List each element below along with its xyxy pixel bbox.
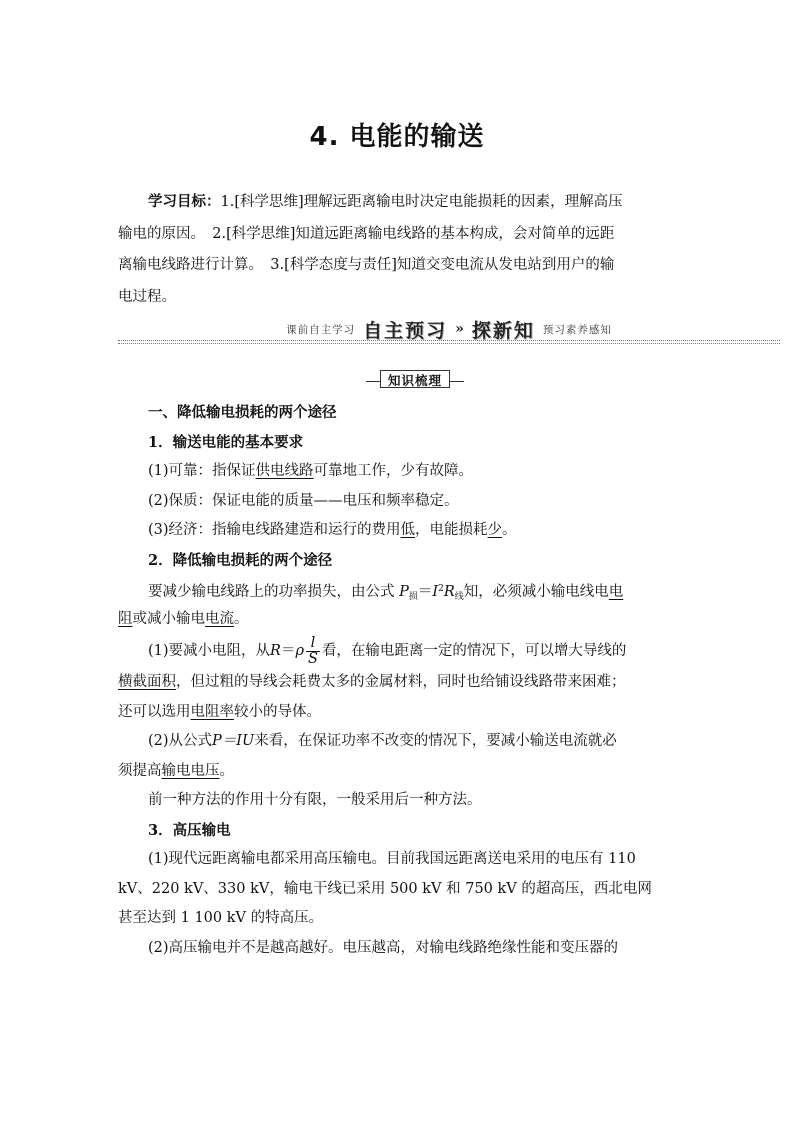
page-title: 4. 电能的输送	[309, 122, 485, 152]
paragraph-power-loss-cont: 阻或减小输电电流。	[118, 610, 249, 627]
objectives-line-2: 输电的原因。 2.[科学思维]知道远距离输电线路的基本构成，会对简单的远距	[118, 225, 615, 242]
resistance-fraction: $\frac{l}{S}$	[308, 634, 318, 667]
section-label: 知识梳理	[387, 373, 442, 388]
banner-main-1: 自主预习	[363, 319, 448, 342]
paragraph-reliable: (1)可靠：指保证供电线路可靠地工作，少有故障。	[148, 463, 474, 479]
paragraph-quality: (2)保质：保证电能的质量——电压和频率稳定。	[148, 492, 459, 509]
section-label-box	[366, 369, 464, 389]
objectives-label: 学习目标：	[148, 193, 221, 210]
paragraph-hv-line-3: 甚至达到 1 100 kV 的特高压。	[118, 910, 324, 926]
paragraph-hv-line-1: (1)现代远距离输电都采用高压输电。目前我国远距离送电采用的电压有 110	[148, 851, 636, 867]
paragraph-economy: (3)经济：指输电线路建造和运行的费用低，电能损耗少。	[148, 522, 517, 538]
learning-objectives	[118, 186, 678, 313]
double-chevron-icon: »	[455, 321, 464, 337]
subheading-2: 2．降低输电损耗的两个途径	[148, 551, 333, 569]
paragraph-reduce-resistance: (1)要减小电阻，从R＝ρ $\frac{l}{S}$ 看，在输电距离一定的情况下，可以增大导线的	[148, 634, 627, 667]
objectives-line-4: 电过程。	[118, 288, 176, 305]
objectives-line-3: 离输电线路进行计算。 3.[科学态度与责任]知道交变电流从发电站到用户的输	[118, 257, 615, 273]
banner-rule-bottom	[118, 343, 780, 344]
paragraph-hv-line-2: kV、220 kV、330 kV，输电干线已采用 500 kV 和 750 kV 的超高压，西北电网	[118, 880, 652, 897]
paragraph-reduce-resistance-cont: 横截面积，但过粗的导线会耗费太多的金属材料，同时也给铺设线路带来困难；	[118, 674, 626, 690]
paragraph-hv-limits: (2)高压输电并不是越高越好。电压越高，对输电线路绝缘性能和变压器的	[148, 939, 619, 956]
content-body	[118, 398, 678, 963]
paragraph-method-choice: 前一种方法的作用十分有限，一般采用后一种方法。	[148, 792, 482, 808]
subheading-1: 1．输送电能的基本要求	[148, 433, 304, 451]
paragraph-reduce-resistance-end: 还可以选用电阻率较小的导体。	[118, 703, 321, 720]
paragraph-raise-voltage-cont: 须提高输电电压。	[118, 762, 234, 779]
paragraph-power-loss: 要减少输电线路上的功率损失，由公式 $P_损=I^2R_线$知，必须减小输电线电电	[148, 584, 624, 602]
objectives-line-1: 学习目标：1.[科学思维]理解远距离输电时决定电能损耗的因素，理解高压	[148, 193, 623, 210]
section-banner	[118, 318, 780, 344]
banner-left-label: 课前自主学习	[286, 323, 356, 336]
heading-1: 一、降低输电损耗的两个途径	[148, 404, 337, 421]
banner-main-2: 探新知	[471, 319, 535, 342]
paragraph-raise-voltage: (2)从公式P＝IU来看，在保证功率不改变的情况下，要减小输送电流就必	[148, 733, 617, 749]
banner-right-label: 预习素养感知	[542, 323, 612, 336]
subheading-3: 3．高压输电	[148, 821, 231, 839]
banner-rule-top	[118, 340, 780, 341]
